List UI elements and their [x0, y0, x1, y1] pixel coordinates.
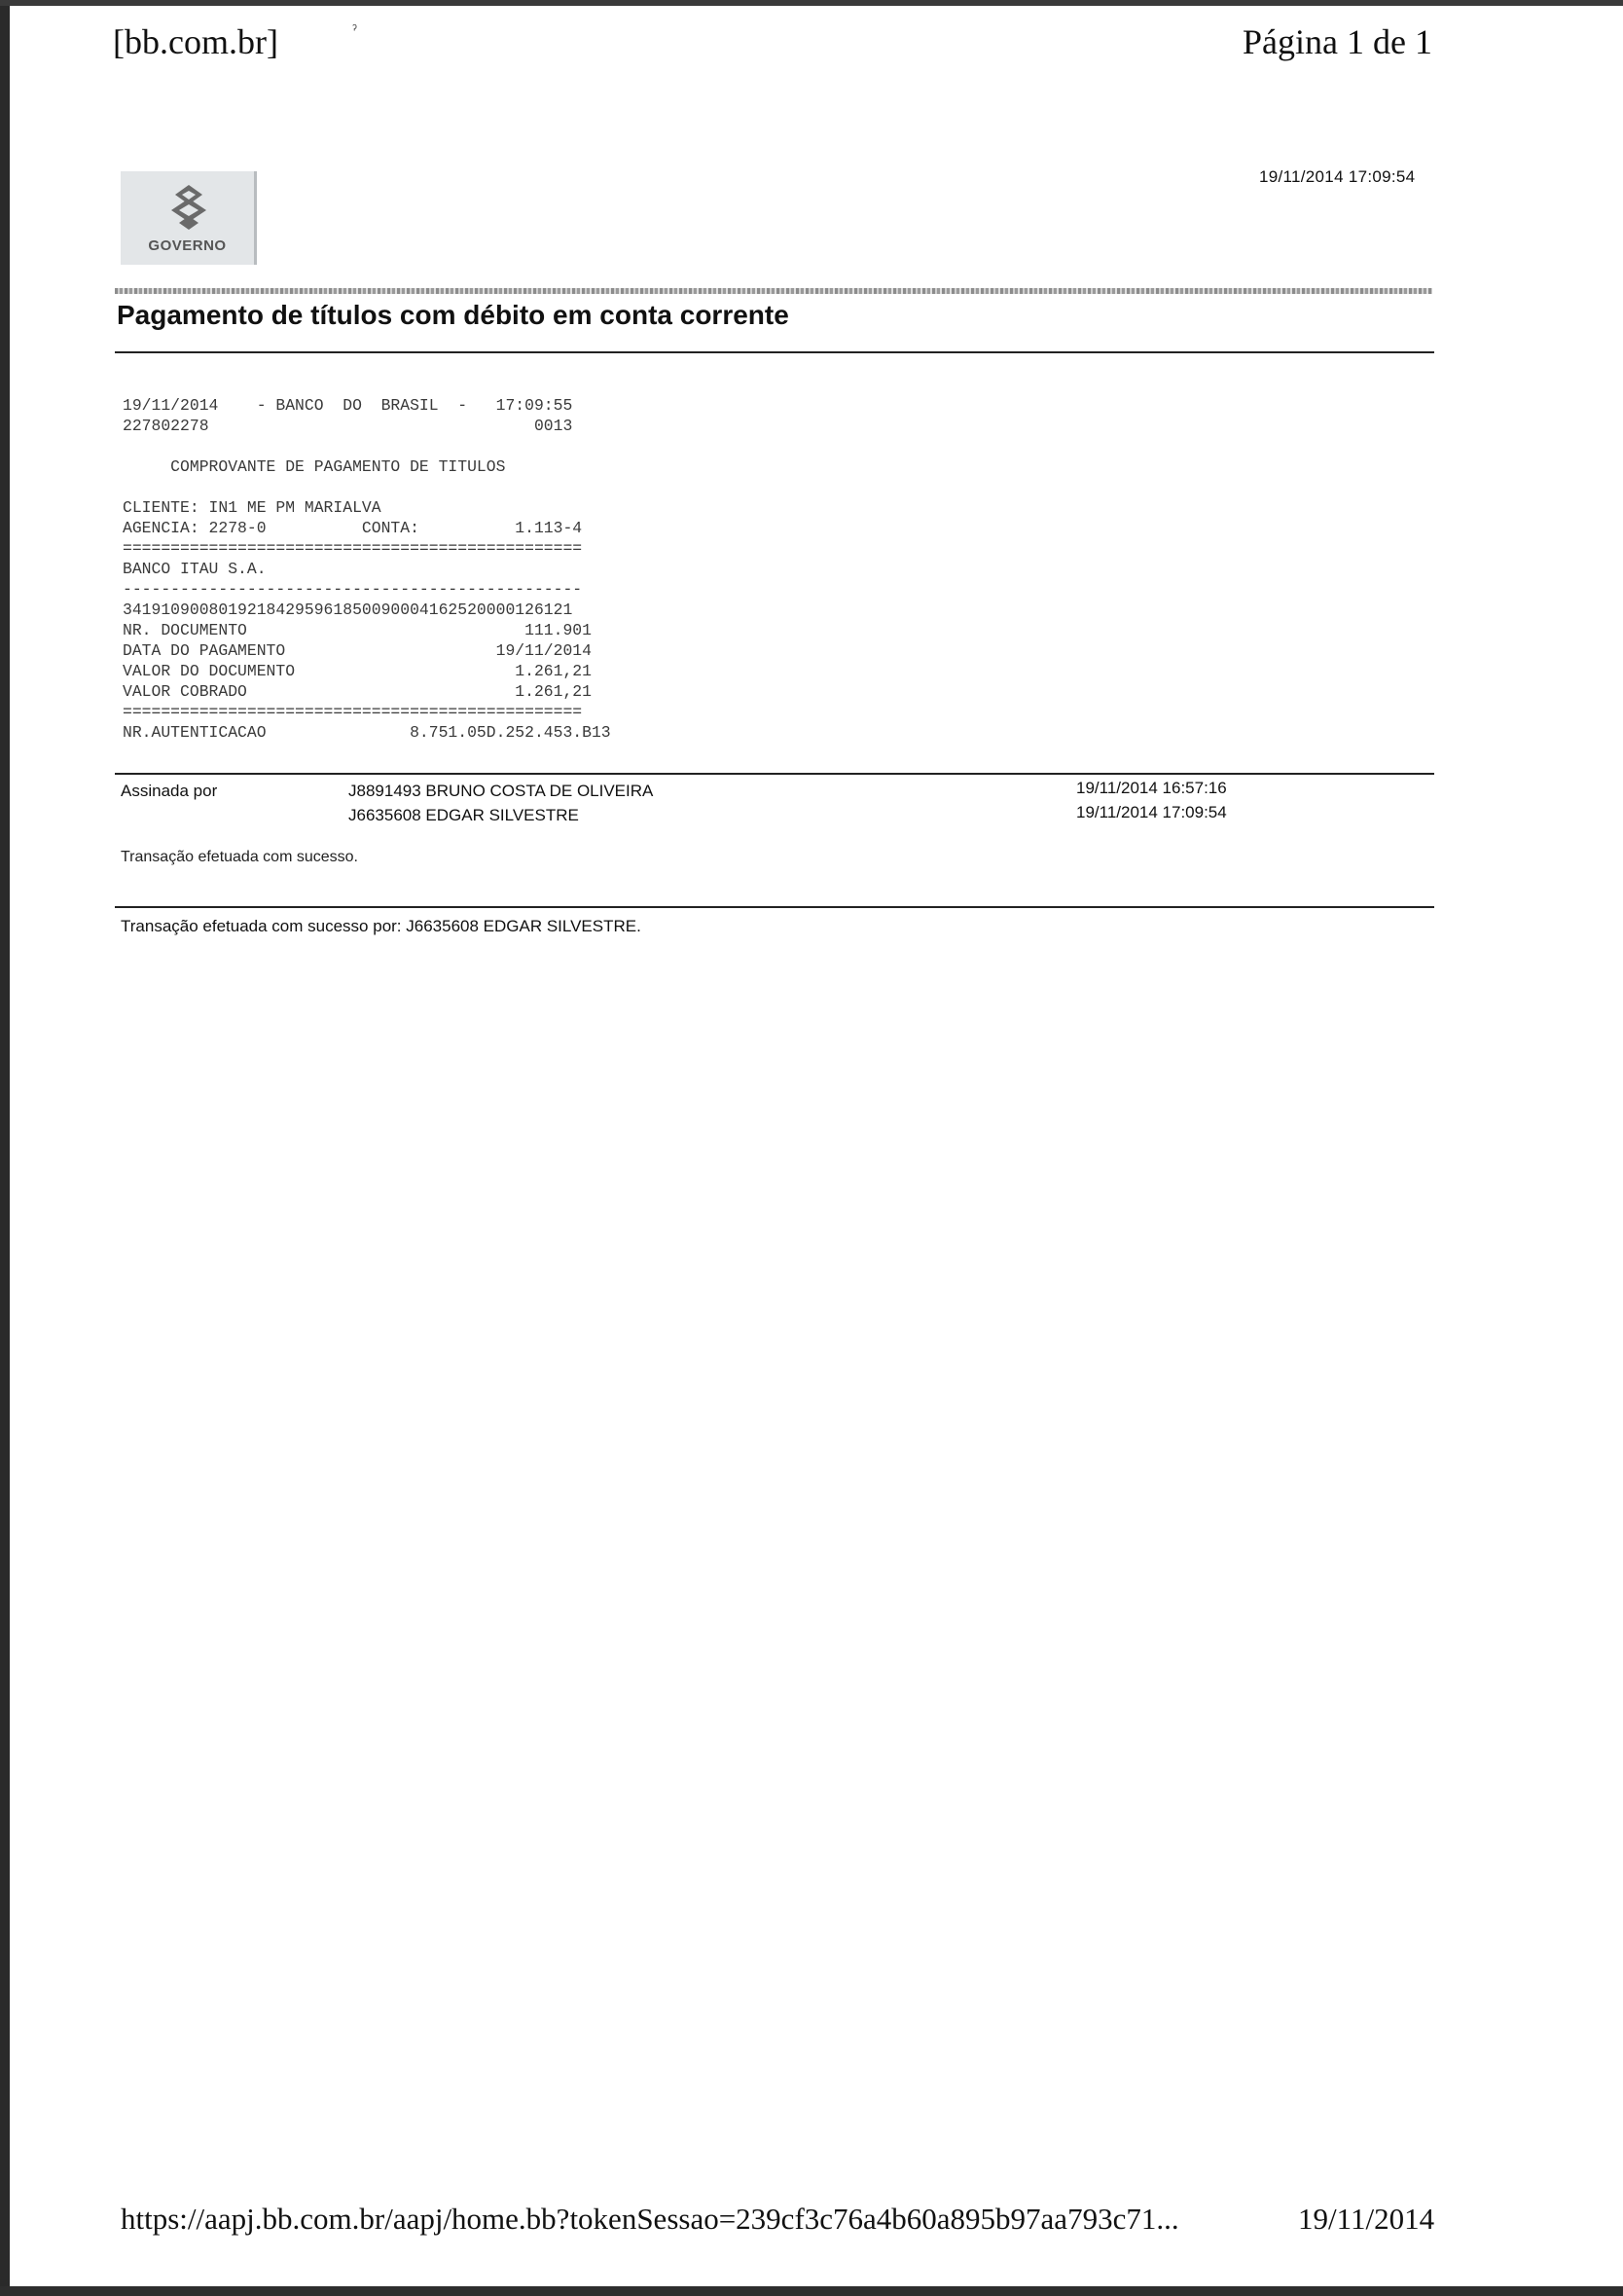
print-header-site: [bb.com.br] [113, 22, 278, 61]
print-header-page-indicator: Página 1 de 1 [1243, 22, 1432, 61]
receipt-line [123, 477, 611, 497]
receipt-line: ================================================ [123, 703, 583, 721]
bb-logo-icon [163, 183, 214, 234]
logo-label: GOVERNO [148, 237, 227, 254]
scan-mark: ˀ [352, 21, 357, 37]
receipt-line [123, 436, 611, 456]
page-timestamp: 19/11/2014 17:09:54 [1259, 167, 1416, 186]
print-footer-date: 19/11/2014 [1298, 2202, 1435, 2236]
receipt-line: COMPROVANTE DE PAGAMENTO DE TITULOS [123, 457, 506, 476]
receipt-line: ------------------------------------------------ [123, 580, 583, 599]
receipt-line: NR.AUTENTICACAO 8.751.05D.252.453.B13 [123, 723, 611, 742]
scan-edge-left [0, 0, 10, 2296]
signer-name: J6635608 EDGAR SILVESTRE [348, 806, 579, 824]
receipt-line: BANCO ITAU S.A. [123, 560, 267, 578]
signer-datetime: 19/11/2014 16:57:16 [1076, 779, 1227, 797]
signer-name: J8891493 BRUNO COSTA DE OLIVEIRA [348, 782, 654, 800]
scan-edge-bottom [0, 2286, 1623, 2296]
page-title: Pagamento de títulos com débito em conta corrente [117, 300, 789, 330]
receipt-line: ================================================ [123, 539, 583, 558]
payment-receipt [123, 395, 611, 743]
receipt-line: 227802278 0013 [123, 417, 573, 435]
signatures-divider [115, 773, 1434, 775]
receipt-line: NR. DOCUMENTO 111.901 [123, 621, 592, 639]
receipt-line: DATA DO PAGAMENTO 19/11/2014 [123, 641, 592, 660]
scan-edge-top [0, 0, 1623, 6]
receipt-line: 34191090080192184295961850090004162520000126121 [123, 601, 573, 619]
receipt-line: 19/11/2014 - BANCO DO BRASIL - 17:09:55 [123, 396, 573, 415]
title-underline [115, 351, 1434, 353]
signer-datetime: 19/11/2014 17:09:54 [1076, 803, 1227, 821]
transaction-status-by: Transação efetuada com sucesso por: J6635608 EDGAR SILVESTRE. [121, 917, 641, 935]
receipt-line: CLIENTE: IN1 ME PM MARIALVA [123, 498, 381, 517]
bank-logo [121, 171, 257, 265]
print-footer-url: https://aapj.bb.com.br/aapj/home.bb?tokenSessao=239cf3c76a4b60a895b97aa793c71... [121, 2202, 1179, 2236]
receipt-line: VALOR COBRADO 1.261,21 [123, 682, 592, 701]
header-divider [115, 288, 1432, 294]
transaction-status: Transação efetuada com sucesso. [121, 849, 358, 865]
receipt-line: AGENCIA: 2278-0 CONTA: 1.113-4 [123, 519, 583, 537]
status-divider [115, 906, 1434, 908]
signed-by-label: Assinada por [121, 782, 218, 800]
receipt-line: VALOR DO DOCUMENTO 1.261,21 [123, 662, 592, 680]
